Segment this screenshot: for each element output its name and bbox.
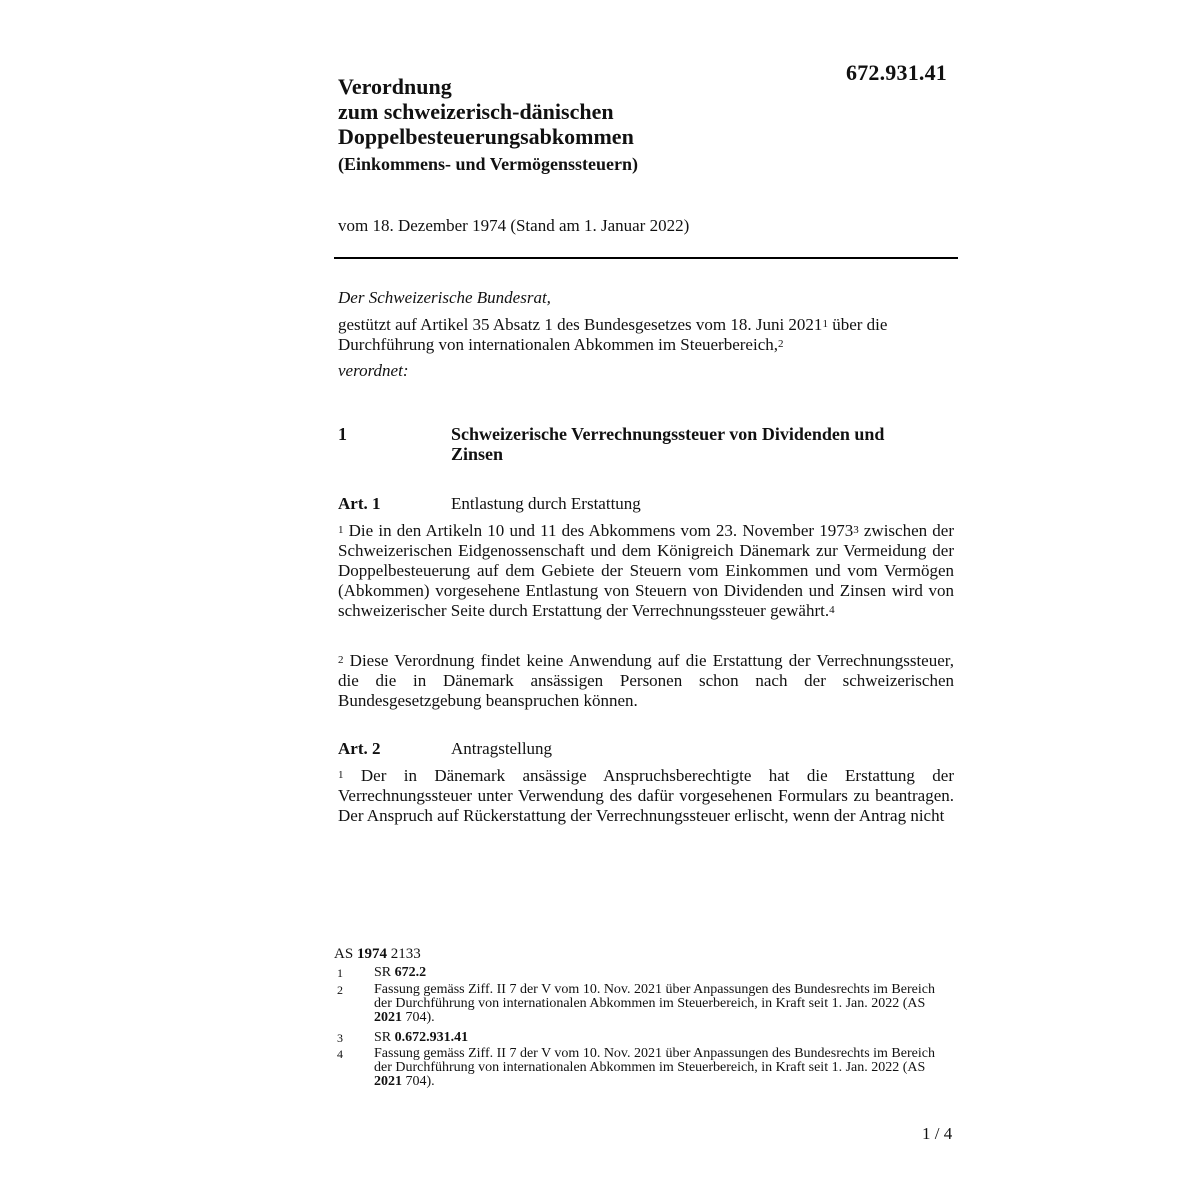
footnote-text-post: 704). — [402, 1010, 435, 1025]
footnote-ref-4[interactable]: 4 — [829, 604, 835, 616]
basis-text: gestützt auf Artikel 35 Absatz 1 des Bundesgesetzes vom 18. Juni 2021 — [338, 315, 823, 334]
preamble-basis — [338, 315, 954, 355]
document-title — [338, 74, 634, 149]
footnote-text — [374, 1047, 954, 1089]
title-line: Doppelbesteuerungsabkommen — [338, 124, 634, 149]
footnote-number: 2 — [337, 983, 343, 997]
paragraph-text: Der in Dänemark ansässige Anspruchsberechtigte hat die Erstattung der Verrechnungssteuer unter Verwendung des dafür vorgesehenen Formulars zu beantragen. Der Anspruch auf Rückerstattung der Verrechnungssteuer erlischt, wenn der Antrag nicht — [338, 766, 954, 825]
preamble-decree: verordnet: — [338, 361, 409, 380]
page-number: 1 / 4 — [922, 1124, 953, 1143]
article-paragraph — [338, 651, 954, 711]
footnote-text — [374, 983, 954, 1025]
footnote-item — [334, 966, 954, 980]
paragraph-text: Die in den Artikeln 10 und 11 des Abkommens vom 23. November 1973 — [343, 521, 854, 540]
document-date: vom 18. Dezember 1974 (Stand am 1. Januar 2022) — [338, 216, 690, 235]
paragraph-number: 1 — [338, 524, 344, 536]
footnote-text-pre: SR — [374, 965, 395, 980]
footnote-ref-3[interactable]: 3 — [853, 524, 859, 536]
sr-number: 672.931.41 — [846, 60, 947, 85]
footnote-number: 1 — [337, 966, 343, 980]
header-divider — [334, 257, 958, 259]
as-page: 2133 — [386, 946, 421, 962]
document-subtitle: (Einkommens- und Vermögenssteuern) — [338, 154, 639, 174]
footnote-text-post: 704). — [402, 1074, 435, 1089]
article-paragraph — [338, 766, 954, 826]
footnote-item — [334, 1031, 954, 1045]
footnote-text-bold: 2021 — [374, 1074, 402, 1089]
title-line: zum schweizerisch-dänischen — [338, 99, 614, 124]
footnote-number: 3 — [337, 1031, 343, 1045]
section-number: 1 — [338, 424, 347, 444]
footnote-text-bold: 672.2 — [394, 965, 427, 980]
footnote-number: 4 — [337, 1047, 343, 1061]
footnote-text-bold: 2021 — [374, 1010, 402, 1025]
paragraph-text: Diese Verordnung findet keine Anwendung auf die Erstattung der Verrechnungssteuer, die die in Dänemark ansässigen Personen schon nach der schweizerischen Bundesgesetzgebung beanspruchen können. — [338, 651, 954, 710]
footnote-text — [374, 966, 954, 980]
article-paragraph — [338, 521, 954, 621]
footnote-text-pre: Fassung gemäss Ziff. II 7 der V vom 10. Nov. 2021 über Anpassungen des Bundesrechts im Bereich der Durchführung von internationalen Abkommen im Steuerbereich, in Kraft seit 1. Jan. 2022 (AS — [374, 982, 935, 1011]
basis-text: über die Durchführung von internationalen Abkommen im Steuerbereich, — [338, 315, 888, 354]
as-year: 1974 — [356, 946, 387, 962]
preamble-authority: Der Schweizerische Bundesrat, — [338, 288, 551, 307]
article-number: Art. 1 — [338, 494, 381, 513]
article-number: Art. 2 — [338, 739, 381, 758]
footnote-item — [334, 983, 954, 1025]
paragraph-number: 2 — [338, 654, 344, 666]
footnote-text-bold: 0.672.931.41 — [394, 1030, 469, 1045]
paragraph-text: zwischen der Schweizerischen Eidgenossenschaft und dem Königreich Dänemark zur Vermeidung der Doppelbesteuerung auf dem Gebiete der Steuern vom Einkommen und vom Vermögen (Abkommen) vorgesehene Entlastung von Steuern von Dividenden und Zinsen wird von schweizerischer Seite durch Erstattung der Verrechnungssteuer gewährt. — [338, 521, 954, 620]
section-title: Schweizerische Verrechnungssteuer von Dividenden und Zinsen — [451, 424, 885, 464]
article-title: Antragstellung — [451, 739, 553, 758]
footnote-text — [374, 1031, 954, 1045]
footnote-text-pre: Fassung gemäss Ziff. II 7 der V vom 10. Nov. 2021 über Anpassungen des Bundesrechts im Bereich der Durchführung von internationalen Abkommen im Steuerbereich, in Kraft seit 1. Jan. 2022 (AS — [374, 1046, 935, 1075]
footnote-ref-2[interactable]: 2 — [778, 338, 784, 350]
article-title: Entlastung durch Erstattung — [451, 494, 641, 513]
footnote-ref-1[interactable]: 1 — [822, 318, 828, 330]
as-reference — [334, 946, 421, 963]
title-line: Verordnung — [338, 74, 452, 99]
footnote-text-pre: SR — [374, 1030, 395, 1045]
as-prefix: AS — [334, 946, 357, 962]
paragraph-number: 1 — [338, 769, 344, 781]
footnote-item — [334, 1047, 954, 1089]
